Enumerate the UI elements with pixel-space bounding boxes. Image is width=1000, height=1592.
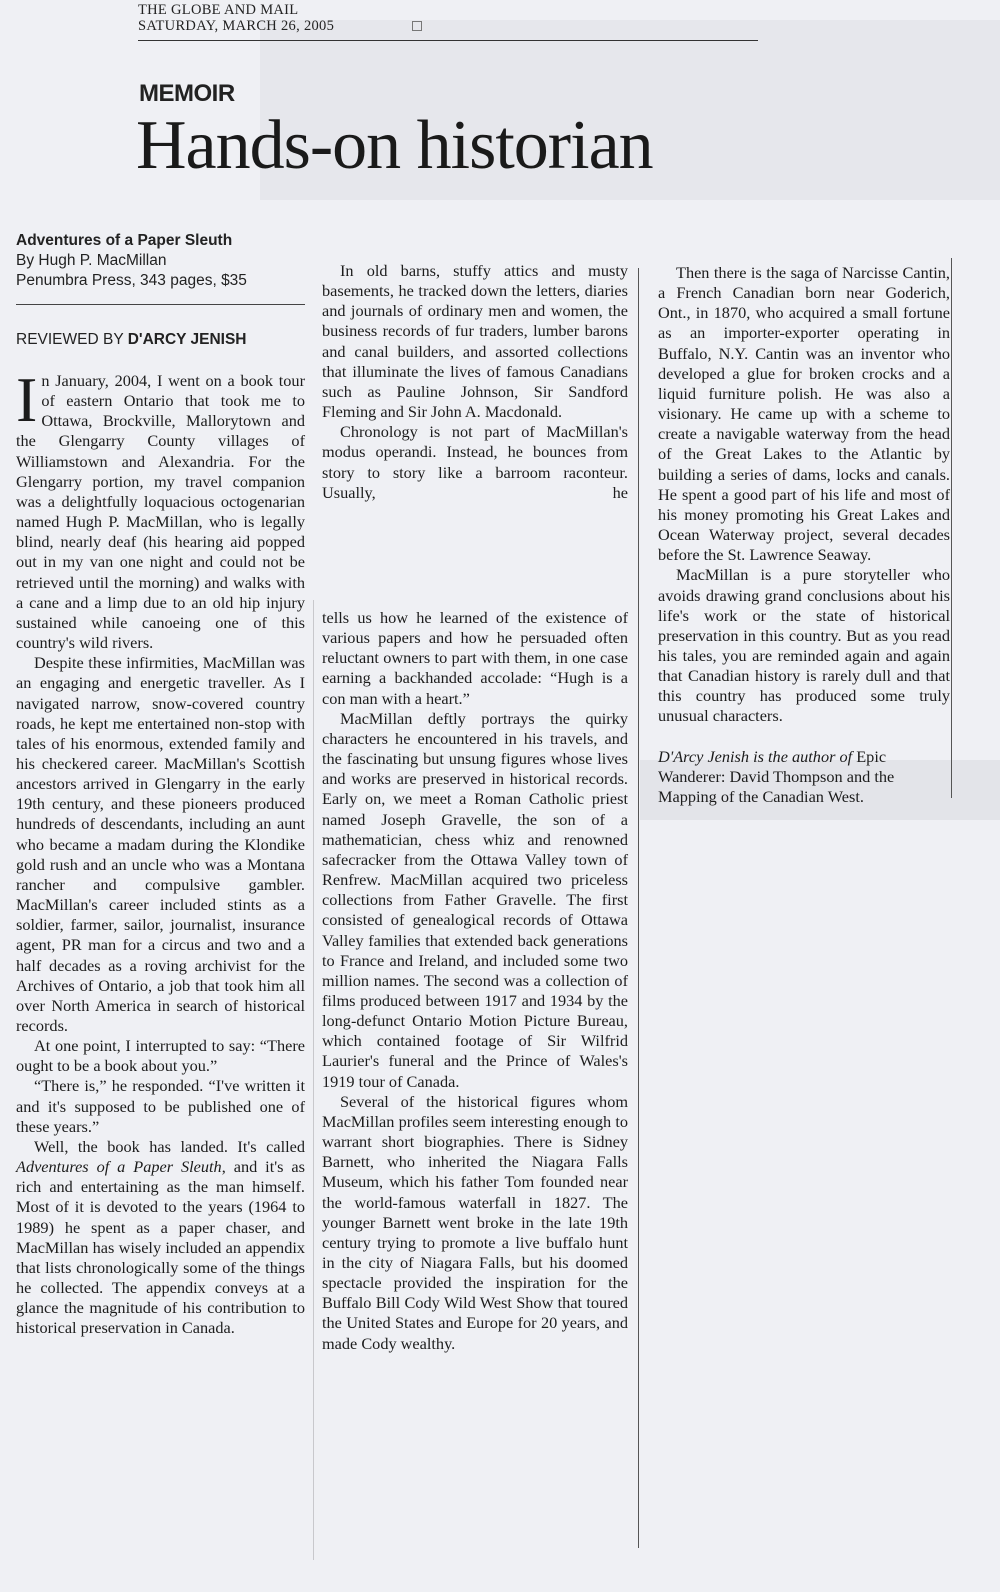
- square-icon: [412, 21, 422, 31]
- headline: Hands-on historian: [136, 107, 653, 184]
- masthead: [138, 2, 334, 34]
- paragraph: Several of the historical figures whom MacMillan profiles seem interesting enough to warrant short biographies. There is Sidney Barnett, who inherited the Niagara Falls Museum, which his father Tom founded near the world-famous waterfall in 1827. The younger Barnett went broke in the late 19th century trying to promote a live buffalo hunt in the city of Niagara Falls, but his doomed spectacle provided the inspiration for the Buffalo Bill Cody Wild West Show that toured the United States and Europe for 20 years, and made Cody wealthy.: [322, 1091, 628, 1353]
- paragraph: MacMillan deftly portrays the quirky characters he encountered in his travels, and the fascinating but unsung figures whose lives and works are preserved in historical records. Early on, we meet a Roman Catholic priest named Joseph Gravelle, the son of a mathematician, chess whiz and renowned safecracker from the Ottawa Valley town of Renfrew. MacMillan acquired two priceless collections from Father Gravelle. The first consisted of genealogical records of Ottawa Valley families that extended back generations to France and Ireland, and included some two million names. The second was a collection of films produced between 1917 and 1934 by the long-defunct Ontario Motion Picture Bureau, which contained footage of Sir Wilfrid Laurier's funeral and the Prince of Wales's 1919 tour of Canada.: [322, 708, 628, 1091]
- paragraph: MacMillan is a pure storyteller who avoids drawing grand conclusions about his life's work or the state of historical preservation in this country. But as you read his tales, you are reminded again and again that Canadian history is rarely dull and that this country has produced some truly unusual characters.: [658, 565, 950, 726]
- column-rule: [313, 600, 314, 1560]
- paragraph: Then there is the saga of Narcisse Cantin, a French Canadian born near Goderich, Ont., in 1870, who acquired a small fortune as an importer-exporter operating in Buffalo, N.Y. Cantin was an inventor who developed a glue for broken crocks and a liquid furniture polish. He was also a visionary. He came up with a scheme to create a navigable waterway from the head of the Great Lakes to the Atlantic by building a series of dams, locks and canals. He spent a good part of his life and most of his money promoting his Great Lakes and Ocean Waterway project, several decades before the St. Lawrence Seaway.: [658, 263, 950, 565]
- paragraph: Despite these infirmities, MacMillan was an engaging and energetic traveller. As I navigated narrow, snow-covered country roads, he kept me entertained non-stop with tales of his enormous, extended family and his checkered career. MacMillan's Scottish ancestors arrived in Glengarry in the early 19th century, and these pioneers produced hundreds of descendants, including an aunt who became a madam during the Klondike gold rush and an uncle who was a Montana rancher and compulsive gambler. MacMillan's career included stints as a soldier, farmer, sailor, journalist, insurance agent, PR man for a circus and two and a half decades as a roving archivist for the Archives of Ontario, a job that took him all over North America in search of historical records.: [16, 653, 305, 1035]
- column-rule: [638, 268, 639, 1548]
- drop-cap: I: [16, 364, 38, 435]
- column-2-top: [322, 261, 628, 503]
- book-info: [16, 231, 247, 291]
- section-kicker: MEMOIR: [139, 80, 235, 107]
- bio-book-title: Epic Wanderer: David Thompson and the Mapping of the Canadian West.: [658, 746, 895, 806]
- reviewer-prefix: REVIEWED BY: [16, 331, 128, 348]
- paragraph: [16, 364, 305, 653]
- paragraph-text: , and it's as rich and entertaining as the man himself. Most of it is devoted to the years (1964 to 1989) he spent as a paper chaser, and MacMillan has wisely included an appendix that lists chronologically some of the things he collected. The appendix conveys at a glance the magnitude of his contribution to historical preservation in Canada.: [16, 1157, 305, 1338]
- reviewer-name: D'ARCY JENISH: [127, 331, 247, 348]
- author-bio: [658, 747, 950, 807]
- paragraph: “There is,” he responded. “I've written it and it's supposed to be published one of these years.”: [16, 1076, 305, 1136]
- paragraph: [16, 1137, 305, 1339]
- newspaper-name: THE GLOBE AND MAIL: [138, 2, 299, 18]
- column-1: [16, 364, 305, 1339]
- column-rule: [951, 258, 952, 798]
- masthead-rule: [138, 40, 758, 41]
- book-title-italic: Adventures of a Paper Sleuth: [16, 1157, 222, 1177]
- paragraph: Chronology is not part of MacMillan's modus operandi. Instead, he bounces from story to story like a barroom raconteur. Usually, he: [322, 422, 628, 502]
- book-author: By Hugh P. MacMillan: [16, 252, 167, 269]
- column-2-bottom: [322, 608, 628, 1354]
- book-title: Adventures of a Paper Sleuth: [16, 232, 233, 249]
- paragraph-text: Well, the book has landed. It's called: [34, 1136, 305, 1156]
- issue-date: SATURDAY, MARCH 26, 2005: [138, 18, 335, 34]
- paragraph: At one point, I interrupted to say: “There ought to be a book about you.”: [16, 1036, 305, 1076]
- paragraph-text: n January, 2004, I went on a book tour of eastern Ontario that took me to Ottawa, Brockville, Mallorytown and the Glengarry County villages of Williamstown and Alexandria. For the Glengarry portion, my travel companion was a delightfully loquacious octogenarian named Hugh P. MacMillan, who is legally blind, nearly deaf (his hearing aid popped out in my van one night and could not be retrieved until the morning) and walks with a cane and a limp due to an old hip injury sustained while canoeing one of this country's wild rivers.: [16, 371, 305, 653]
- column-3: [658, 263, 950, 807]
- book-publisher: Penumbra Press, 343 pages, $35: [16, 272, 247, 289]
- reviewer-byline: [16, 331, 247, 349]
- paragraph: tells us how he learned of the existence of various papers and how he persuaded often reluctant owners to part with them, in one case earning a backhanded accolade: “Hugh is a con man with a heart.”: [322, 608, 628, 708]
- divider: [16, 304, 305, 305]
- paragraph: In old barns, stuffy attics and musty basements, he tracked down the letters, diaries and journals of ordinary men and women, the business records of fur traders, lumber barons and canal builders, and assorted collections that illuminate the lives of famous Canadians such as Pauline Johnson, Sir Sandford Fleming and Sir John A. Macdonald.: [322, 261, 628, 422]
- bio-text: D'Arcy Jenish is the author of: [658, 746, 853, 766]
